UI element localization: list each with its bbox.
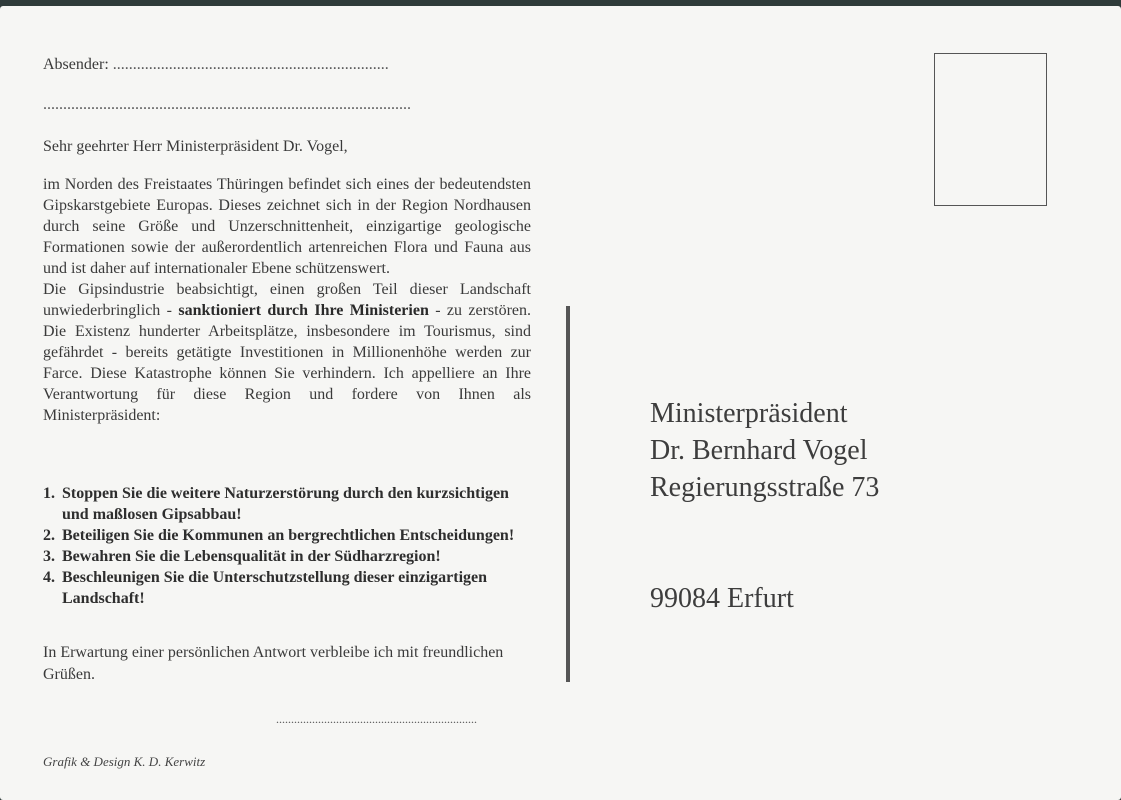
sender-line-1 [43, 56, 463, 74]
demand-item [43, 546, 531, 567]
demand-item [43, 567, 531, 609]
body-paragraph-2-end: - zu zerstören. Die Existenz hunderter Arbeitsplätze, insbesondere im Tourismus, sind gefährdet - bereits getätigte Investitionen in Millionenhöhe werden zur Farce. Diese Katastrophe können Sie verhindern. Ich appelliere an Ihre Verantwortung für diese Region und fordere von Ihnen als Ministerpräsident: [43, 302, 532, 424]
demand-text: Beschleunigen Sie die Unterschutzstellung dieser einzigartigen Landschaft! [62, 569, 488, 607]
demand-number: 4. [43, 569, 55, 586]
demand-number: 2. [43, 527, 55, 544]
letter-body [43, 174, 531, 426]
demand-item [43, 483, 531, 525]
recipient-address [650, 395, 879, 506]
body-paragraph-2-emphasis: sanktioniert durch Ihre Ministerien [178, 302, 429, 319]
body-paragraph-1: im Norden des Freistaates Thüringen befindet sich eines der bedeutendsten Gipskarstgebiete Europas. Dieses zeichnet sich in der Region Nordhausen durch seine Größe und Unzerschnittenheit, einzigartige geologische Formationen sowie der außerordentlich artenreichen Flora und Fauna aus und ist daher auf internationaler Ebene schützenswert. [43, 176, 531, 277]
demand-number: 3. [43, 548, 55, 565]
stamp-box [934, 53, 1047, 206]
postcard [0, 6, 1121, 800]
sender-dotted-line-1: ..................................................................... [112, 56, 389, 73]
body-paragraph-2-start: Die Gipsindustrie beabsichtigt, einen großen Teil dieser Landschaft unwiederbringlich - [43, 281, 531, 319]
sender-block [43, 56, 463, 114]
demand-item [43, 525, 531, 546]
demand-text: Stoppen Sie die weitere Naturzerstörung durch den kurzsichtigen und maßlosen Gipsabbau! [62, 485, 509, 523]
address-line-1: Ministerpräsident [650, 398, 848, 429]
address-line-2: Dr. Bernhard Vogel [650, 435, 868, 466]
address-line-3: Regierungsstraße 73 [650, 472, 880, 503]
design-credit: Grafik & Design K. D. Kerwitz [43, 754, 206, 769]
address-city: 99084 Erfurt [650, 583, 794, 614]
body-paragraph-2 [43, 279, 531, 426]
demand-text: Bewahren Sie die Lebensqualität in der Südharzregion! [62, 548, 441, 565]
demands-list [43, 483, 531, 609]
signature-line: ................................................................... [276, 712, 477, 726]
demand-number: 1. [43, 485, 55, 502]
vertical-divider [566, 306, 570, 682]
sender-label: Absender: [43, 56, 109, 73]
greeting: Sehr geehrter Herr Ministerpräsident Dr. Vogel, [43, 138, 348, 155]
demand-text: Beteiligen Sie die Kommunen an bergrechtlichen Entscheidungen! [62, 527, 515, 544]
closing-text: In Erwartung einer persönlichen Antwort verbleibe ich mit freundlichen Grüßen. [43, 644, 504, 683]
sender-dotted-line-2: ............................................................................................ [43, 96, 411, 113]
